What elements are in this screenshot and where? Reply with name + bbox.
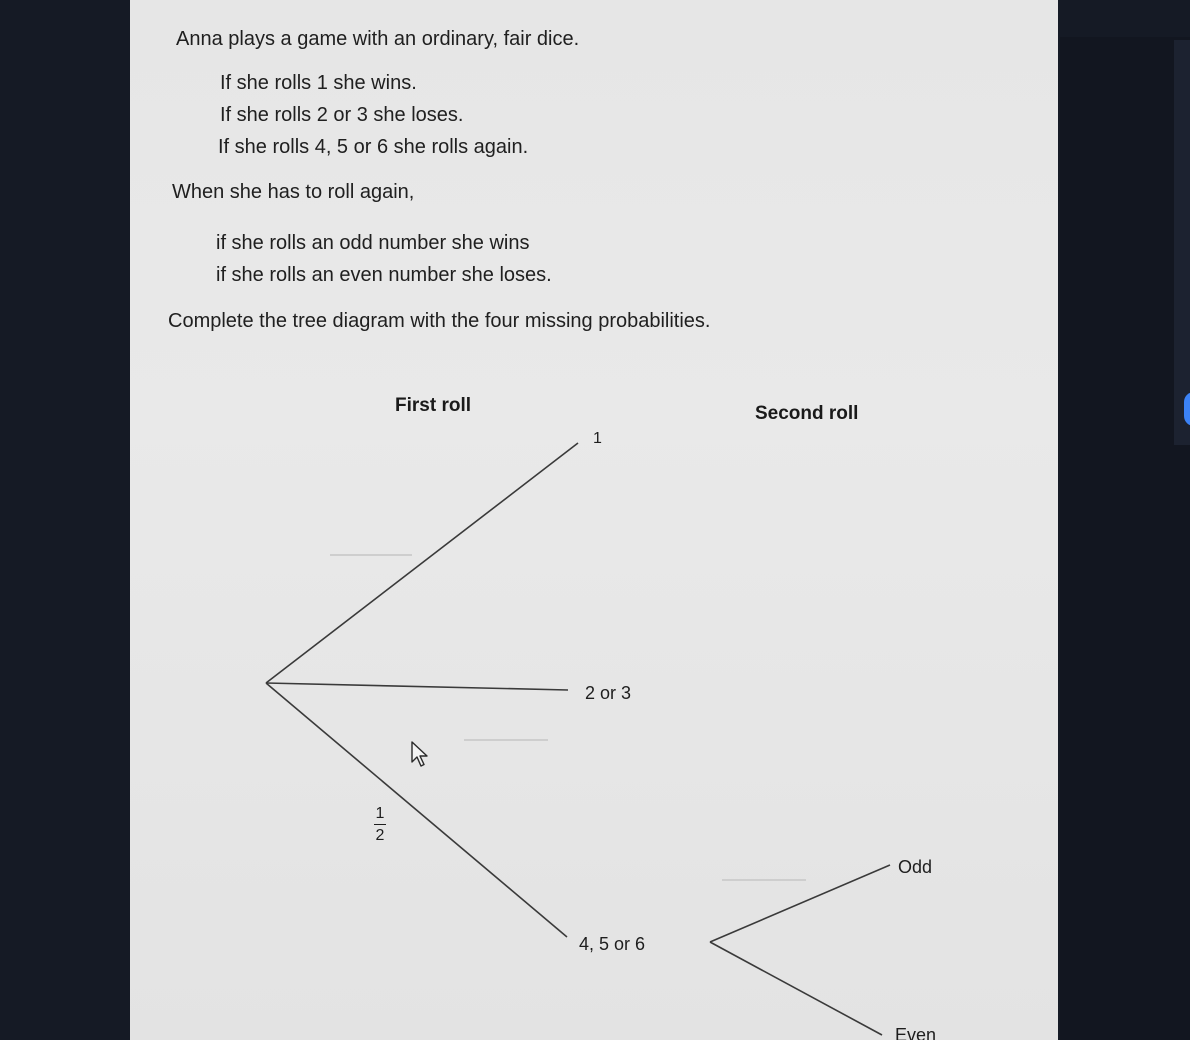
- fraction-numerator: 1: [375, 805, 385, 822]
- rule-roll-4-5-6: If she rolls 4, 5 or 6 she rolls again.: [218, 136, 529, 158]
- branch-roll-1: [266, 443, 578, 683]
- branch-odd: [710, 865, 890, 942]
- outcome-4-5-6-label: 4, 5 or 6: [579, 934, 646, 954]
- rule-roll-1: If she rolls 1 she wins.: [220, 72, 417, 94]
- instruction: Complete the tree diagram with the four missing probabilities.: [168, 310, 711, 332]
- outcome-odd-label: Odd: [898, 857, 933, 877]
- rule-odd: if she rolls an odd number she wins: [216, 232, 530, 254]
- right-side-panel: [1060, 37, 1190, 1040]
- mouse-pointer-icon: [410, 740, 432, 768]
- outcome-2-or-3-label: 2 or 3: [585, 683, 632, 703]
- branch-roll-4-5-6: [266, 683, 567, 937]
- fraction-denominator: 2: [375, 827, 385, 844]
- side-tab-handle[interactable]: [1184, 392, 1190, 426]
- second-roll-heading: Second roll: [755, 403, 859, 424]
- fraction-bar: [374, 824, 386, 825]
- worksheet-page: [130, 0, 1058, 1040]
- right-panel-strip: [1174, 40, 1190, 445]
- question-intro: Anna plays a game with an ordinary, fair dice.: [176, 28, 580, 50]
- outcome-1-label: 1: [593, 430, 602, 447]
- first-roll-heading: First roll: [395, 395, 472, 416]
- probability-4-5-6-fraction: [370, 805, 390, 844]
- rule-roll-2-or-3: If she rolls 2 or 3 she loses.: [220, 104, 464, 126]
- outcome-even-label: Even: [895, 1025, 937, 1040]
- branch-even: [710, 942, 882, 1035]
- rule-even: if she rolls an even number she loses.: [216, 264, 552, 286]
- branch-roll-2-or-3: [266, 683, 568, 690]
- tree-diagram: [130, 0, 1058, 1040]
- second-roll-intro: When she has to roll again,: [172, 181, 415, 203]
